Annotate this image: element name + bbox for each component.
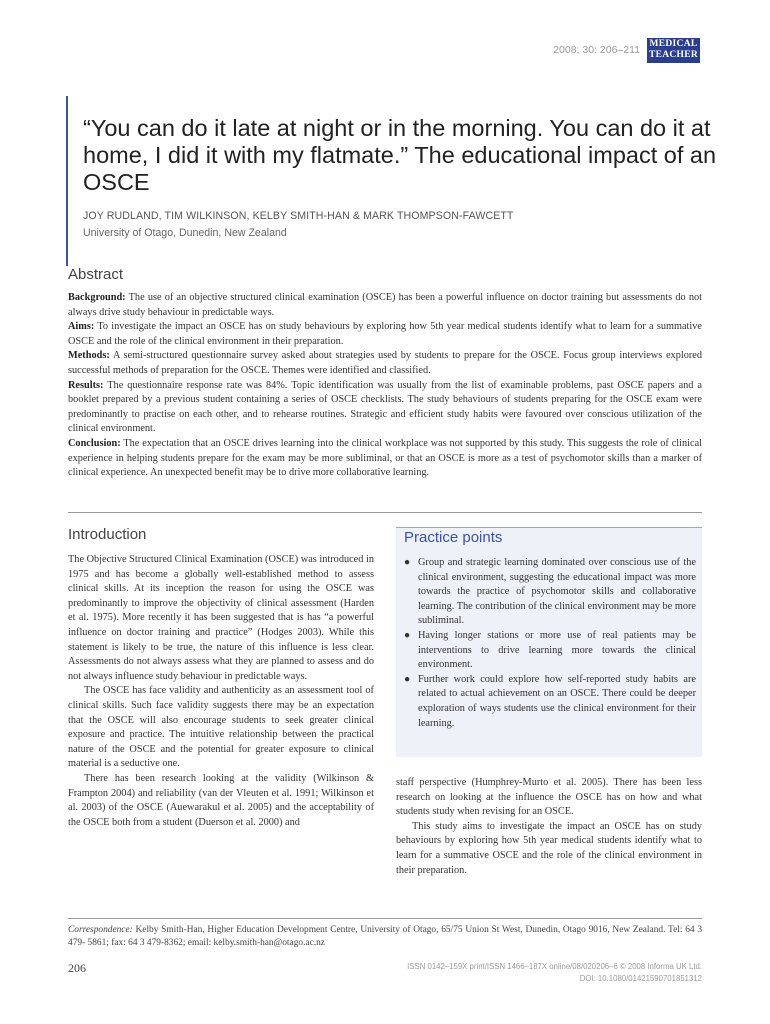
abstract-results (68, 379, 702, 437)
bullet-icon: ● (404, 673, 411, 685)
abstract-label: Aims: (68, 321, 95, 333)
introduction-left-column (68, 553, 374, 830)
logo-line-2: TEACHER (648, 50, 699, 60)
abstract-label: Background: (68, 292, 126, 303)
abstract-methods (68, 349, 702, 378)
intro-paragraph-2: The OSCE has face validity and authenticity as an assessment tool of clinical skills. Such face validity suggests there may be an expectation that the OSCE will also encourage students to seek greater clinical exposure and practice. The intuitive relationship between the practical nature of the OSCE and the potential for greater exposure to clinical material is a seductive one. (68, 685, 374, 770)
practice-points-heading: Practice points (404, 529, 503, 546)
abstract-text: To investigate the impact an OSCE has on study behaviours by exploring how 5th year medical students identify what to learn for a summative OSCE and the role of the clinical environment in their preparation. (68, 321, 703, 347)
section-divider (68, 512, 702, 513)
footer-divider (68, 918, 702, 919)
practice-point-item (404, 629, 696, 673)
affiliation: University of Otago, Dunedin, New Zealand (83, 227, 287, 239)
author-list: JOY RUDLAND, TIM WILKINSON, KELBY SMITH-HAN & MARK THOMPSON-FAWCETT (83, 210, 514, 222)
practice-point-text: Further work could explore how self-reported study habits are related to actual achievement on an OSCE. There could be deeper exploration of ways students use the clinical environment for their learning. (418, 673, 696, 729)
journal-citation: 2008; 30: 206–211 (553, 44, 640, 56)
abstract-background (68, 291, 702, 320)
abstract-aims (68, 320, 702, 349)
intro-paragraph-1: The Objective Structured Clinical Examination (OSCE) was introduced in 1975 and has become a globally well-established method to assess clinical skills. At its inception the reason for using the OSCE was predominantly to improve the objectivity of clinical assessment (Harden et al. 1975). More recently it has been suggested that is has “a powerful influence on doctor training and practice” (Hodges 2003). While this statement is likely to be true, the nature of this influence is less clear. Assessments do not always assess what they are planned to assess and do not always influence study behaviour in predictable ways. (68, 554, 374, 682)
practice-points-list (404, 556, 696, 731)
abstract-body (68, 291, 702, 481)
abstract-text: The questionnaire response rate was 84%. Topic identification was usually from the list of examinable problems, past OSCE papers and a booklet prepared by a previous student containing a series of OSCE checklists. The study behaviours of students preparing for the OSCE exam were predominantly to practise on each other, and to rehearse routines. Strategic and efficient study habits were favoured over conscious utilization of the clinical environment. (68, 379, 702, 435)
abstract-text: The expectation that an OSCE drives learning into the clinical workplace was not supported by this study. This suggests the role of clinical experience in helping students prepare for the exam may be more subliminal, or that an OSCE is more as a test of psychomotor skills than a marker of clinical experience. An unexpected benefit may be to drive more collaborative learning. (68, 437, 703, 479)
abstract-label: Methods: (68, 350, 110, 362)
page-number: 206 (68, 961, 86, 975)
introduction-right-column (396, 776, 702, 878)
intro-paragraph-3: There has been research looking at the validity (Wilkinson & Frampton 2004) and reliability (van der Vleuten et al. 1991; Wilkinson et al. 2003) of the OSCE (Auewarakul et al. 2005) and the acceptability of the OSCE both from a student (Duerson et al. 2000) and (68, 772, 374, 828)
abstract-label: Conclusion: (68, 437, 121, 449)
introduction-heading: Introduction (68, 526, 147, 543)
practice-point-text: Having longer stations or more use of real patients may be interventions to drive learning more towards the clinical environment. (418, 629, 696, 671)
correspondence-note (68, 924, 702, 951)
practice-point-text: Group and strategic learning dominated over conscious use of the clinical environment, suggesting the educational impact was more towards the practice of psychomotor skills and collaborative learning. The contribution of the clinical environment may be more subliminal. (418, 557, 696, 627)
correspondence-text: Kelby Smith-Han, Higher Education Development Centre, University of Otago, 65/75 Union St West, Dunedin, Otago 9016, New Zealand. Tel: 64 3 479- 5861; fax: 64 3 479-8362; email: kelby.smith-han@otago.ac.nz (68, 925, 703, 949)
abstract-text: A semi-structured questionnaire survey asked about strategies used by students to prepare for the OSCE. Focus group interviews explored successful methods of preparation for the OSCE. Themes were identified and classified. (68, 350, 702, 376)
logo-line-1: MEDICAL (649, 39, 698, 49)
intro-paragraph-4: staff perspective (Humphrey-Murto et al. 2005). There has been less research on looking at the influence the OSCE has on how and what students study when revising for an OSCE. (396, 777, 702, 818)
correspondence-label: Correspondence: (68, 925, 133, 935)
article-title: “You can do it late at night or in the morning. You can do it at home, I did it with my flatmate.” The educational impact of an OSCE (83, 115, 717, 195)
practice-point-item (404, 556, 696, 629)
intro-paragraph-5: This study aims to investigate the impact an OSCE has on study behaviours by exploring how 5th year medical students identify what to learn for a summative OSCE and the role of the clinical environment in their preparation. (396, 820, 702, 876)
title-accent-bar (66, 96, 68, 266)
bullet-icon: ● (404, 557, 411, 568)
bullet-icon: ● (404, 629, 411, 641)
abstract-conclusion (68, 437, 702, 481)
journal-logo (647, 38, 700, 63)
practice-point-item (404, 673, 696, 731)
abstract-text: The use of an objective structured clinical examination (OSCE) has been a powerful influence on doctor training but assessments do not always drive study behaviour in predictable ways. (68, 292, 702, 318)
issn-line: ISSN 0142–159X print/ISSN 1466–187X online/08/020206–6 © 2008 Informa UK Ltd. (407, 962, 702, 971)
abstract-label: Results: (68, 379, 104, 391)
doi-line: DOI: 10.1080/01421590701851312 (579, 974, 702, 983)
abstract-heading: Abstract (68, 266, 124, 283)
